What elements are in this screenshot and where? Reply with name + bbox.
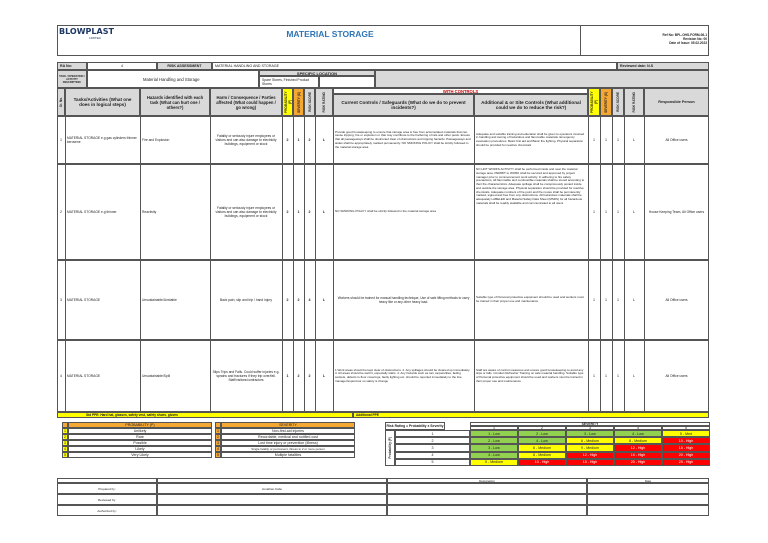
row-additional-controls: Adequate and suitable training and education shall be given to operators involved in handling and storing of hazardous and flammable materials. Emergency evacuation procedures. Basic first aid and Basic fire fighting. Physical separation should be provided for reactive chemicals [476, 131, 585, 147]
risk-matrix-cell: 12 - High [566, 452, 614, 459]
row-severity-2: 1 [605, 374, 607, 378]
risk-matrix-col-header: 1 [470, 426, 518, 430]
standard-ppe [57, 412, 353, 418]
risk-matrix-prob-title-label: Probability (P) [388, 437, 392, 459]
probability-legend-num: 3 [64, 441, 66, 445]
probability-legend-num: 5 [64, 453, 66, 457]
row-sr: 3 [60, 298, 62, 302]
risk-assessment-label: RISK ASSESSMENT [157, 62, 212, 70]
logo-text: BLOWPLAST [59, 27, 114, 36]
risk-matrix-col-header: 2 [518, 426, 566, 430]
row-current-controls: 1.Work areas should be kept clear of obstructions. 2. Any spillages should be cleaned up immediately. 3. All areas should be well lit, especially stairs. 4. Any hazards such as torn carpets/tiles, fading sockets, defects to floor coverings, faulty lighting etc. should be reported immediately to the line manager/supervisor so safety is change [335, 367, 471, 383]
row-score-2: 1 [617, 210, 619, 214]
probability-legend-num: 4 [64, 447, 66, 451]
specific-location-blank [319, 76, 375, 88]
row-probability-2: 1 [593, 374, 595, 378]
risk-matrix-cell: 3 - Low [566, 430, 614, 437]
additional-ppe-label: Additional PPE [356, 413, 379, 417]
probability-legend-label: Likely [68, 446, 212, 452]
row-task: MATERIAL STORAGE [67, 373, 101, 378]
risk-matrix-cell: 20 - High [662, 452, 710, 459]
row-probability: 2 [286, 298, 289, 302]
row-severity-2: 1 [605, 298, 607, 302]
severity-legend-label: Multiple fatalities [221, 452, 355, 458]
probability-legend-title: PROBABILITY (P) [68, 422, 212, 428]
col-probability-2-label: PROBABILITY (P) [590, 91, 598, 113]
signoff-authorized-designation[interactable] [387, 505, 587, 516]
row-severity-2: 1 [605, 138, 607, 142]
reviewed-date: Reviewed date: N.S [617, 62, 709, 70]
signoff-prepared-designation[interactable] [387, 483, 587, 494]
row-rating: L [322, 298, 326, 302]
revision-number: Revision No: 00 [683, 37, 707, 42]
risk-matrix-cell: 4 - Low [518, 437, 566, 444]
signoff-reviewed-name[interactable] [157, 494, 387, 505]
risk-matrix-cell: 15 - High [662, 444, 710, 451]
risk-matrix-formula: Risk Rating = Probability x Severity [386, 424, 444, 428]
col-responsible: Responsible Person [644, 88, 709, 116]
row-harm: Fatality or seriously injure employees or visitors and can also damage to electricity buildings, equipment or stock [215, 205, 277, 219]
signoff-authorized-label: Authorized by: [57, 505, 157, 516]
row-rating-2: L [633, 374, 635, 378]
ref-number: Ref No: BPL-OHS-FORM-06-1 [662, 33, 707, 37]
risk-matrix-cell: 15 - High [566, 459, 614, 466]
row-severity: 2 [297, 374, 300, 378]
row-score: 2 [308, 374, 311, 378]
risk-matrix-cell: 6 - Medium [518, 444, 566, 451]
row-rating-2: L [633, 210, 635, 214]
row-probability-2: 1 [593, 138, 595, 142]
probability-legend-label: Unlikely [68, 428, 212, 434]
probability-legend [62, 422, 212, 458]
logo-subtext: LIMITED [89, 36, 101, 40]
col-probability-2 [588, 88, 600, 116]
risk-matrix-cell: 2 - Low [470, 437, 518, 444]
col-risk-score-2-label: RISK SCORE [616, 92, 620, 112]
col-tasks: Tasks/Activities (What one does in logical steps) [65, 88, 140, 116]
row-harm: Fatality or seriously injure employees or visitors and can also damage to electricity buildings, equipment or stock [215, 133, 277, 147]
risk-matrix [385, 422, 710, 466]
signoff-block [57, 478, 709, 516]
col-severity-2 [600, 88, 612, 116]
row-score-2: 1 [617, 138, 619, 142]
risk-matrix-cell: 25 - High [662, 459, 710, 466]
signoff-reviewed-designation[interactable] [387, 494, 587, 505]
standard-ppe-label: Std PPE: Hard hat, glasses, safety vest, safety shoes, gloves [86, 413, 178, 417]
risk-matrix-row-header: 3 [395, 444, 470, 451]
row-sr: 1 [60, 138, 62, 142]
risk-matrix-prob-title [385, 430, 395, 466]
row-task: MATERIAL STORAGE [67, 297, 101, 302]
risk-matrix-col-header: 3 [566, 426, 614, 430]
task-description-label: TASK / OPERATION / ACTIVITY DESCRIPTION: [57, 70, 87, 88]
probability-legend-label: Possible [68, 440, 212, 446]
signoff-authorized-date[interactable] [587, 505, 709, 516]
row-current-controls: Provide good housekeeping to ensure that storage area is free from accumulated materials that can cause tripping, fire or explosion or that may contribute to the harboring of rats and other pests. Ensure that all passageways shall be obstructed clear of obstructions and tripping hazards. Passageways and aisles shall be appropriately marked permanently. NO SMOKING POLICY shall be strictly followed in the material storage area [335, 129, 471, 149]
row-responsible: All Office users [665, 373, 688, 378]
risk-matrix-cell: 12 - High [614, 444, 662, 451]
severity-legend-num: 3 [217, 441, 219, 445]
col-severity-2-label: SEVERITY (S) [604, 91, 608, 113]
severity-legend [215, 422, 355, 458]
col-additional-controls: Additional & or Site Controls (What additional could we do to reduce the risk?) [474, 94, 588, 116]
severity-legend-label: Recordable, medical and notified cost [221, 434, 355, 440]
row-additional-controls: Suitable type of Personal protective equipment should be used and workers must be trained in their proper use and maintenance [476, 295, 584, 303]
col-risk-score-2 [612, 88, 624, 116]
col-sr-no [57, 88, 65, 116]
row-hazard: Reactivity [142, 209, 157, 214]
row-sr: 2 [60, 210, 62, 214]
col-risk-score [304, 88, 315, 116]
row-rating-2: L [633, 298, 635, 302]
row-score-2: 1 [617, 298, 619, 302]
row-additional-controls: NO HOT WORKS ACTIVITY shall be performed inside and near the material storage area. PERMIT to WORK shall be secured and approved by project manager prior to commencement work activity. In adhering to fire safety precautions, All flammable and combustible materials shall be stored according to their fire characteristics. Adequate spillage shall be conspicuously posted inside and outside the storage area. Physical separation should be provided for reactive chemicals. Adequate numbers of fire point and fire routes shall be permanently marked, signed and free from any obstructions. All hazardous materials shall be adequately LABELED and Material Safety Data Sheet (MSDS) for all hazardous materials shall be readily available and communicated to all users [476, 167, 585, 205]
specific-location-value: Spare Stores, Finished Product Stores [259, 76, 319, 88]
risk-matrix-col-header: 5 [662, 426, 710, 430]
col-probability-label: PROBABILITY (P) [283, 91, 292, 113]
risk-matrix-cell: 5 - Medium [470, 459, 518, 466]
row-score: 4 [308, 298, 311, 302]
row-rating: L [322, 138, 326, 142]
col-severity [293, 88, 304, 116]
row-rating: L [322, 210, 326, 214]
risk-matrix-col-header: 4 [614, 426, 662, 430]
row-responsible: All Office users [665, 137, 688, 142]
row-sr: 4 [60, 374, 62, 378]
risk-matrix-cell: 2 - Low [518, 430, 566, 437]
row-severity: 1 [297, 138, 300, 142]
ra-no-value: 4 [87, 62, 157, 70]
severity-legend-num: 1 [217, 429, 219, 433]
probability-legend-label: Very Likely [68, 452, 212, 458]
signoff-date-label: Date [587, 478, 709, 483]
row-probability: 2 [286, 138, 289, 142]
signoff-reviewed-date[interactable] [587, 494, 709, 505]
probability-legend-label: Rare [68, 434, 212, 440]
row-probability-2: 1 [593, 298, 595, 302]
row-probability: 1 [286, 374, 289, 378]
row-probability: 2 [286, 210, 289, 214]
signoff-prepared-label: Prepared by: [57, 483, 157, 494]
risk-matrix-cell: 10 - High [662, 437, 710, 444]
col-risk-score-label: RISK SCORE [307, 92, 312, 112]
probability-legend-num: 2 [64, 435, 66, 439]
risk-matrix-cell: 10 - High [518, 459, 566, 466]
signoff-designation-label: Designation [387, 478, 587, 483]
row-task: MATERIAL STORAGE e.g gas cylinders thinner kerosene [67, 135, 137, 144]
col-risk-rating-2 [624, 88, 644, 116]
specific-location-label: SPECIFIC LOCATION [259, 70, 375, 76]
risk-matrix-row-header: 5 [395, 459, 470, 466]
risk-matrix-cell: 4 - Low [614, 430, 662, 437]
row-current-controls: NO SMOKING POLICY shall be strictly followed in the material storage area [335, 209, 436, 214]
risk-matrix-cell: 4 - Low [470, 452, 518, 459]
issue-date: Date of Issue: 05.02.2023 [669, 41, 707, 46]
row-current-controls: Workers should be trained for manual handling technique, Use of safe lifting methods to carry heavy like or any other heavy load. [337, 296, 470, 304]
risk-matrix-cell: 1 - Low [470, 430, 518, 437]
col-risk-rating [315, 88, 333, 116]
risk-matrix-cell: 6 - Medium [566, 437, 614, 444]
severity-legend-label: Single fatality or permanent, illness to 2 or more person [221, 446, 355, 452]
ra-no-label: RA No: [57, 62, 87, 70]
row-responsible: All Office users [665, 297, 688, 302]
with-controls-header: WITH CONTROLS [333, 88, 588, 94]
col-hazards: Hazards identified with each task (What can hurt one / others?) [140, 88, 210, 116]
row-score: 2 [308, 138, 311, 142]
meta-filler [375, 70, 709, 88]
row-hazard: Unsustainable/Spill [142, 373, 171, 378]
col-current-controls: Current Controls / Safeguards (What do we do to prevent incidents?) [333, 94, 474, 116]
task-description-value: Material Handling and Storage [87, 70, 259, 88]
risk-assessment-value: MATERIAL HANDLING AND STORAGE [212, 62, 617, 70]
additional-ppe [353, 412, 709, 418]
severity-legend-label: Lost time injury or prevention (Illness) [221, 440, 355, 446]
col-probability [282, 88, 293, 116]
signoff-prepared-date[interactable] [587, 483, 709, 494]
row-severity: 1 [297, 210, 300, 214]
signoff-prepared-name[interactable]: Jonathan Kabu [157, 483, 387, 494]
risk-matrix-cell: 16 - High [614, 452, 662, 459]
company-logo [59, 27, 119, 51]
severity-legend-label: Non-first-aid injuries [221, 428, 355, 434]
row-severity: 2 [297, 298, 300, 302]
document-reference [582, 33, 707, 45]
row-harm: Slips Trips and Falls. Could suffer injuries e.g. sprains and fractures if they trip over/fall. Staff/visitors/contractors [212, 369, 280, 383]
risk-matrix-cell: 9 - Medium [566, 444, 614, 451]
row-task: MATERIAL STORAGE e.g thinner [67, 209, 117, 214]
severity-legend-num: 4 [217, 447, 219, 451]
risk-matrix-cell: 8 - Medium [518, 452, 566, 459]
page-title: MATERIAL STORAGE [286, 29, 374, 39]
risk-matrix-cell: 20 - High [614, 459, 662, 466]
row-hazard: Fire and Explosion [142, 137, 170, 142]
row-score: 2 [308, 210, 311, 214]
severity-legend-num: 5 [217, 453, 219, 457]
row-responsible: House Keeping Team, All Office users [648, 209, 705, 214]
signoff-reviewed-label: Reviewed by: [57, 494, 157, 505]
row-rating-2: L [633, 138, 635, 142]
probability-legend-num: 1 [64, 429, 66, 433]
risk-matrix-cell: 8 - Medium [614, 437, 662, 444]
row-score-2: 1 [617, 374, 619, 378]
row-hazard: Unsustainable/Unstable [142, 297, 177, 302]
col-harm: Harm / Consequence / Parties affected (What could happen / go wrong) [210, 88, 282, 116]
risk-matrix-row-header: 4 [395, 452, 470, 459]
row-additional-controls: Staff are aware of control measures and ensure good housekeeping to avoid any slips or falls. Conduct Refresher Training on safe material handling. Suitable type of Personal protective equipment should be used and workers must be trained in their proper use and maintenance [476, 367, 584, 383]
col-sr-no-label: Sr. No. [59, 96, 63, 108]
row-severity-2: 1 [605, 210, 607, 214]
col-risk-rating-label: RISK RATING [322, 91, 326, 113]
col-risk-rating-2-label: RISK RATING [632, 91, 636, 113]
row-harm: Back pain, slip and trip / hand injury [219, 297, 273, 302]
risk-matrix-severity-title: SEVERITY [470, 422, 710, 426]
row-probability-2: 1 [593, 210, 595, 214]
severity-legend-title: SEVERITY [221, 422, 355, 428]
severity-legend-num: 2 [217, 435, 219, 439]
row-rating: L [322, 374, 326, 378]
signoff-authorized-name[interactable] [157, 505, 387, 516]
header-divider [580, 25, 581, 56]
risk-matrix-cell: 5 - Med [662, 430, 710, 437]
risk-matrix-row-header: 2 [395, 437, 470, 444]
risk-matrix-cell: 3 - Low [470, 444, 518, 451]
col-severity-label: SEVERITY (S) [296, 91, 301, 113]
risk-matrix-row-header: 1 [395, 430, 470, 437]
